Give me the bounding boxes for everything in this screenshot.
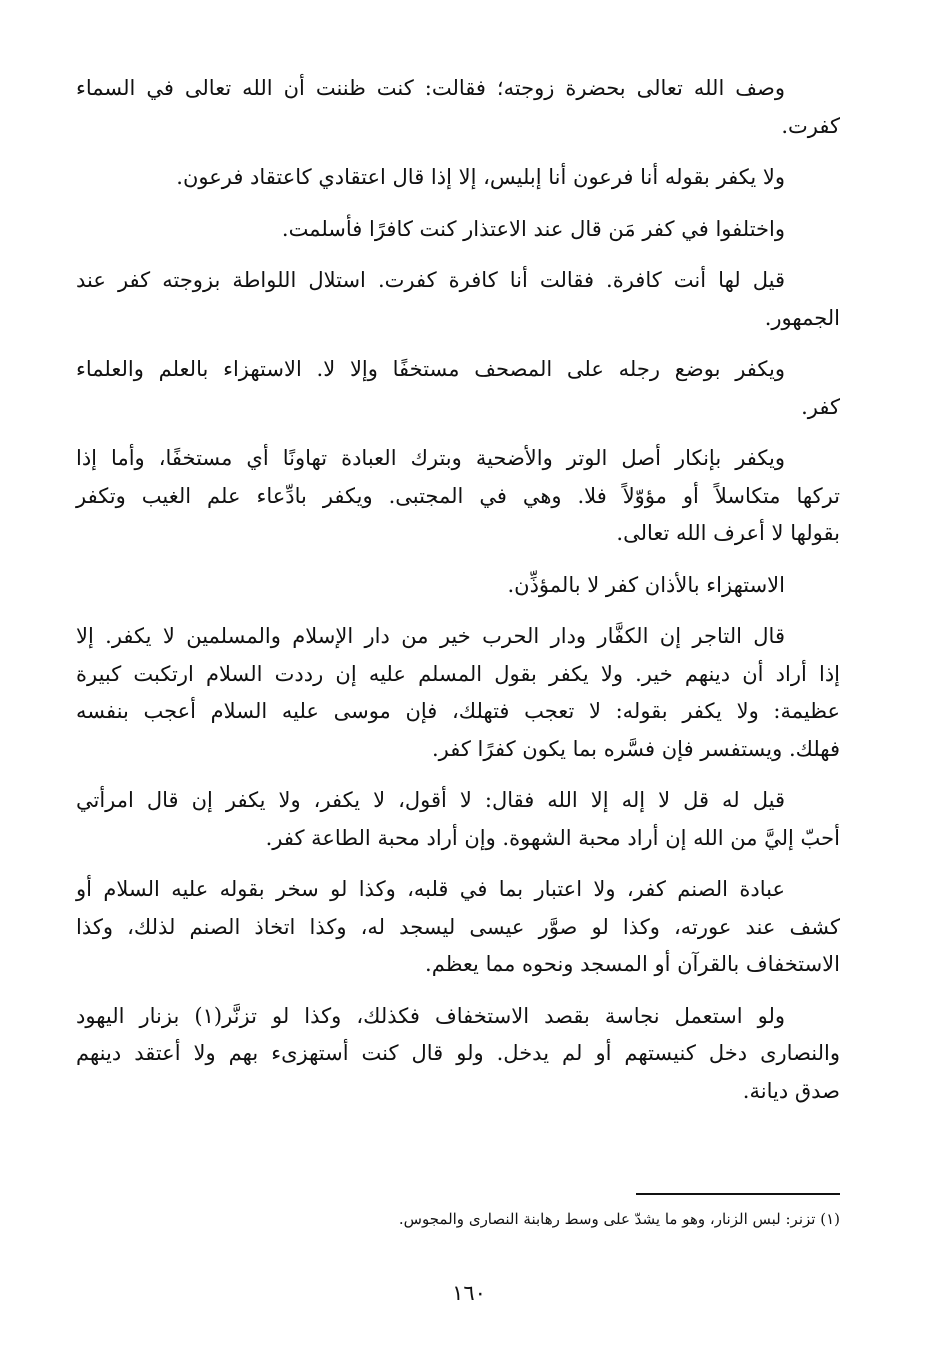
main-text xyxy=(76,70,840,1124)
text-line: تركها متكاسلاً أو مؤوّلاً فلا. وهي في المجتبى. ويكفر بادِّعاء علم الغيب وتكفر xyxy=(76,483,840,508)
paragraph xyxy=(76,871,840,984)
text-line: ويكفر بوضع رجله على المصحف مستخفًا وإلا لا. الاستهزاء بالعلم والعلماء xyxy=(76,357,785,381)
text-line: واختلفوا في كفر مَن قال عند الاعتذار كنت كافرًا فأسلمت. xyxy=(281,216,785,241)
text-line: أحبّ إليَّ من الله إن أراد محبة الشهوة. وإن أراد محبة الطاعة كفر. xyxy=(265,825,840,850)
text-line: عبادة الصنم كفر، ولا اعتبار بما في قلبه، وكذا لو سخر بقوله عليه السلام أو xyxy=(76,877,785,901)
text-line: إذا أراد أن دينهم خير. ولا يكفر بقول المسلم عليه إن رددت السلام ارتكبت كبيرة xyxy=(76,661,840,686)
paragraph xyxy=(76,998,840,1111)
paragraph xyxy=(76,262,840,337)
text-line: وصف الله تعالى بحضرة زوجته؛ فقالت: كنت ظننت أن الله تعالى في السماء xyxy=(76,76,785,100)
paragraph xyxy=(76,351,840,426)
text-line: ويكفر بإنكار أصل الوتر والأضحية وبترك العبادة تهاونًا أي مستخفًا، وأما إذا xyxy=(76,446,785,470)
paragraph xyxy=(76,567,840,605)
paragraph xyxy=(76,70,840,145)
text-line: قال التاجر إن الكفَّار ودار الحرب خير من دار الإسلام والمسلمين لا يكفر. إلا xyxy=(76,624,785,648)
text-line: فهلك. ويستفسر فإن فسَّره بما يكون كفرًا كفر. xyxy=(431,736,840,761)
page-number: ١٦٠ xyxy=(452,1281,486,1305)
text-line: والنصارى دخل كنيستهم أو لم يدخل. ولو قال كنت أستهزىء بهم ولا أعتقد دينهم xyxy=(76,1041,840,1065)
paragraph xyxy=(76,159,840,197)
text-line: صدق ديانة. xyxy=(742,1078,840,1103)
text-line: الاستهزاء بالأذان كفر لا بالمؤذِّن. xyxy=(507,572,785,597)
text-line: الجمهور. xyxy=(764,305,840,330)
text-line: كشف عند عورته، وكذا لو صوَّر عيسى ليسجد له، وكذا اتخاذ الصنم لذلك، وكذا xyxy=(76,914,840,939)
paragraph xyxy=(76,618,840,768)
text-line: قيل له قل لا إله إلا الله فقال: لا أقول، لا يكفر، ولا يكفر إن قال امرأتي xyxy=(76,788,785,812)
footnote: (١) تزنر: لبس الزنار، وهو ما يشدّ على وسط رهابنة النصارى والمجوس. xyxy=(398,1210,840,1228)
text-line: الاستخفاف بالقرآن أو المسجد ونحوه مما يعظم. xyxy=(425,952,840,976)
paragraph xyxy=(76,211,840,249)
text-line: عظيمة: ولا يكفر بقوله: لا تعجب فتهلك، فإن موسى عليه السلام أعجب بنفسه xyxy=(76,699,840,723)
text-line: كفر. xyxy=(801,394,840,419)
text-line: ولا يكفر بقوله أنا فرعون أنا إبليس، إلا إذا قال اعتقادي كاعتقاد فرعون. xyxy=(176,165,785,189)
footnote-separator xyxy=(636,1193,840,1195)
text-line: ولو استعمل نجاسة بقصد الاستخفاف فكذلك، وكذا لو تزنَّر(١) بزنار اليهود xyxy=(76,1003,785,1028)
text-line: كفرت. xyxy=(781,113,840,138)
text-line: بقولها لا أعرف الله تعالى. xyxy=(616,521,840,545)
paragraph xyxy=(76,782,840,857)
paragraph xyxy=(76,440,840,553)
text-line: قيل لها أنت كافرة. فقالت أنا كافرة كفرت. استلال اللواطة بزوجته كفر عند xyxy=(76,268,785,292)
